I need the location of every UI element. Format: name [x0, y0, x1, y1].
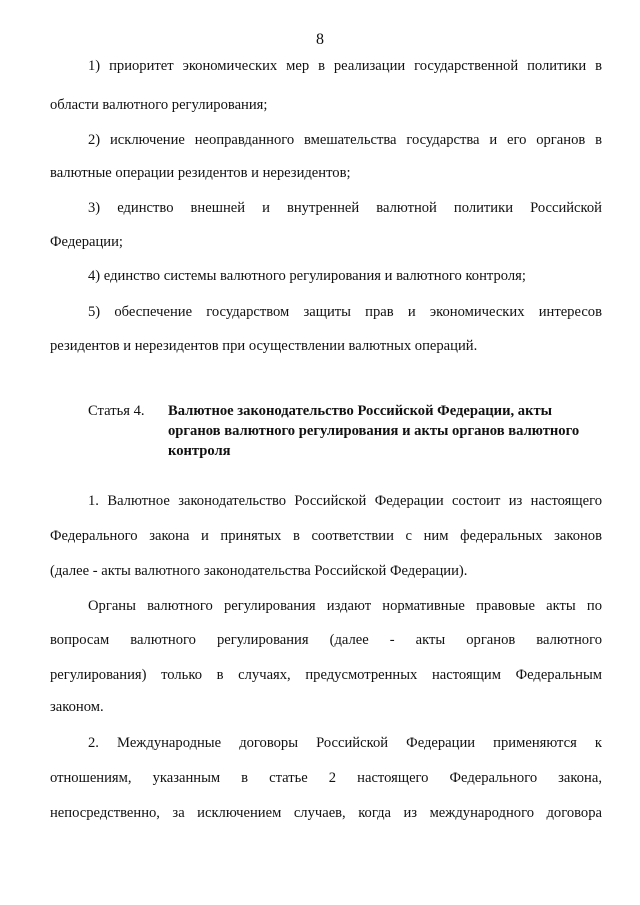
article-title-line: Валютное законодательство Российской Федерации, акты [168, 403, 553, 419]
text-line: 3) единство внешней и внутренней валютной политики Российской [88, 200, 602, 216]
text-line: области валютного регулирования; [50, 97, 268, 113]
text-line: резидентов и нерезидентов при осуществлении валютных операций. [50, 338, 478, 354]
article-title [168, 401, 602, 461]
text-line: Федерального закона и принятых в соответствии с ним федеральных законов [50, 528, 602, 544]
article-title-line: органов валютного регулирования и акты органов валютного [168, 423, 580, 439]
text-line: 2. Международные договоры Российской Федерации применяются к [88, 735, 602, 751]
text-line: регулирования) только в случаях, предусмотренных настоящим Федеральным [50, 667, 602, 683]
text-line: вопросам валютного регулирования (далее - акты органов валютного [50, 632, 602, 648]
text-line: (далее - акты валютного законодательства Российской Федерации). [50, 563, 468, 579]
text-line: отношениям, указанным в статье 2 настоящего Федерального закона, [50, 770, 602, 786]
text-line: законом. [50, 699, 104, 715]
text-line: Федерации; [50, 234, 123, 250]
page-number: 8 [316, 31, 324, 48]
article-title-line: контроля [168, 443, 231, 459]
text-line: Органы валютного регулирования издают нормативные правовые акты по [88, 598, 602, 614]
text-line: непосредственно, за исключением случаев, когда из международного договора [50, 805, 602, 821]
text-line: 1. Валютное законодательство Российской Федерации состоит из настоящего [88, 493, 602, 509]
text-line: 1) приоритет экономических мер в реализации государственной политики в [88, 58, 602, 74]
text-line: 4) единство системы валютного регулирования и валютного контроля; [88, 268, 526, 284]
text-line: валютные операции резидентов и нерезидентов; [50, 165, 351, 181]
text-line: 5) обеспечение государством защиты прав и экономических интересов [88, 304, 602, 320]
article-label: Статья 4. [88, 403, 145, 419]
text-line: 2) исключение неоправданного вмешательства государства и его органов в [88, 132, 602, 148]
